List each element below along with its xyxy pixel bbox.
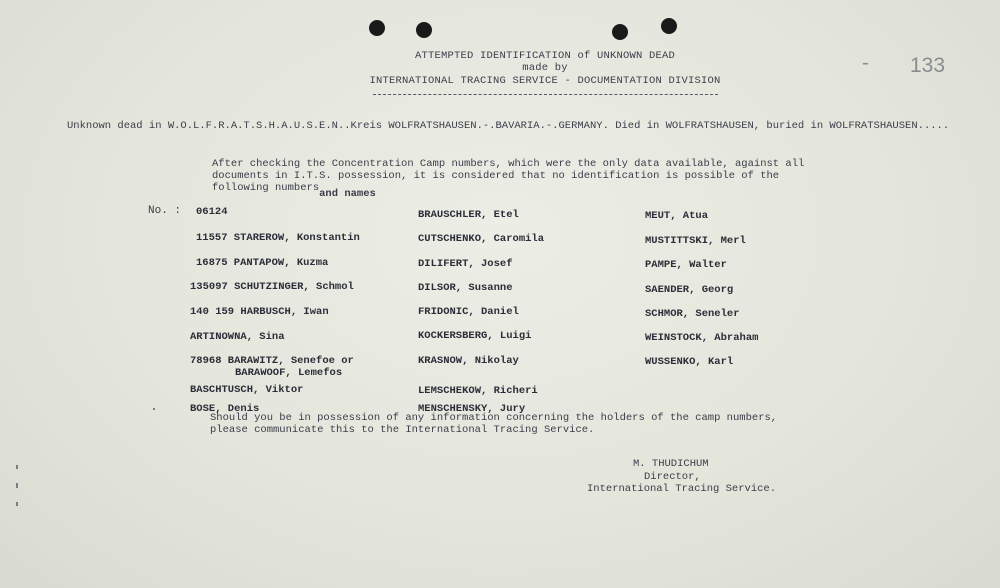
edge-mark — [153, 408, 155, 410]
signature-name: M. THUDICHUM — [633, 458, 709, 470]
list-item: BASCHTUSCH, Viktor — [190, 384, 304, 396]
intro-line-3a: following numbers — [212, 182, 320, 194]
list-item: 11557 STAREROW, Konstantin — [196, 232, 360, 244]
number-label: No. : — [148, 205, 182, 217]
list-item: SCHMOR, Seneler — [645, 308, 740, 320]
list-item: WUSSENKO, Karl — [645, 356, 734, 368]
list-item: CUTSCHENKO, Caromila — [418, 233, 545, 245]
header-title: ATTEMPTED IDENTIFICATION of UNKNOWN DEAD — [414, 50, 676, 62]
edge-mark — [16, 483, 18, 488]
punch-hole — [416, 22, 432, 38]
intro-line-1: After checking the Concentration Camp numbers, which were the only data available, against all — [212, 158, 805, 170]
edge-mark — [16, 465, 18, 469]
header-rule — [373, 94, 718, 95]
list-item: BRAUSCHLER, Etel — [418, 209, 519, 221]
closing-line-2: please communicate this to the International Tracing Service. — [210, 424, 595, 436]
list-item: ARTINOWNA, Sina — [190, 331, 285, 343]
list-item: LEMSCHEKOW, Richeri — [418, 385, 538, 397]
list-item: 78968 BARAWITZ, Senefoe or — [190, 355, 354, 367]
list-item: DILSOR, Susanne — [418, 282, 513, 294]
list-item: 06124 — [196, 206, 228, 218]
list-item: 16875 PANTAPOW, Kuzma — [196, 257, 329, 269]
list-item: PAMPE, Walter — [645, 259, 727, 271]
list-item: KOCKERSBERG, Luigi — [418, 330, 532, 342]
intro-line-3 — [212, 182, 376, 200]
list-item: FRIDONIC, Daniel — [418, 306, 519, 318]
signature-title: Director, — [644, 471, 701, 483]
list-item: BARAWOOF, Lemefos — [235, 367, 343, 379]
location-line: Unknown dead in W.O.L.F.R.A.T.S.H.A.U.S.E.N..Kreis WOLFRATSHAUSEN.-.BAVARIA.-.GERMANY. Died in WOLFRATSHAUSEN, buried in WOLFRATSHAUSEN..... — [67, 120, 950, 132]
header-organization: INTERNATIONAL TRACING SERVICE - DOCUMENTATION DIVISION — [369, 75, 721, 87]
list-item: SAENDER, Georg — [645, 284, 734, 296]
page-number: 133 — [910, 54, 946, 77]
punch-hole — [661, 18, 677, 34]
list-item: MEUT, Atua — [645, 210, 709, 222]
list-item: DILIFERT, Josef — [418, 258, 513, 270]
punch-hole — [612, 24, 628, 40]
list-item: MUSTITTSKI, Merl — [645, 235, 746, 247]
list-item: KRASNOW, Nikolay — [418, 355, 519, 367]
edge-mark — [16, 502, 18, 506]
list-item: BOSE, Denis — [190, 403, 260, 415]
closing-line-1: Should you be in possession of any information concerning the holders of the camp numbers, — [210, 412, 778, 424]
punch-hole — [369, 20, 385, 36]
list-item: MENSCHENSKY, Jury — [418, 403, 526, 415]
signature-organization: International Tracing Service. — [587, 483, 777, 495]
header-made-by: made by — [522, 62, 568, 74]
list-item: 135097 SCHUTZINGER, Schmol — [190, 281, 354, 293]
intro-line-3b: and names — [319, 188, 376, 200]
list-item: 140 159 HARBUSCH, Iwan — [190, 306, 329, 318]
page-mark: - — [862, 52, 869, 74]
intro-line-2: documents in I.T.S. possession, it is considered that no identification is possible of the — [212, 170, 780, 182]
list-item: WEINSTOCK, Abraham — [645, 332, 759, 344]
